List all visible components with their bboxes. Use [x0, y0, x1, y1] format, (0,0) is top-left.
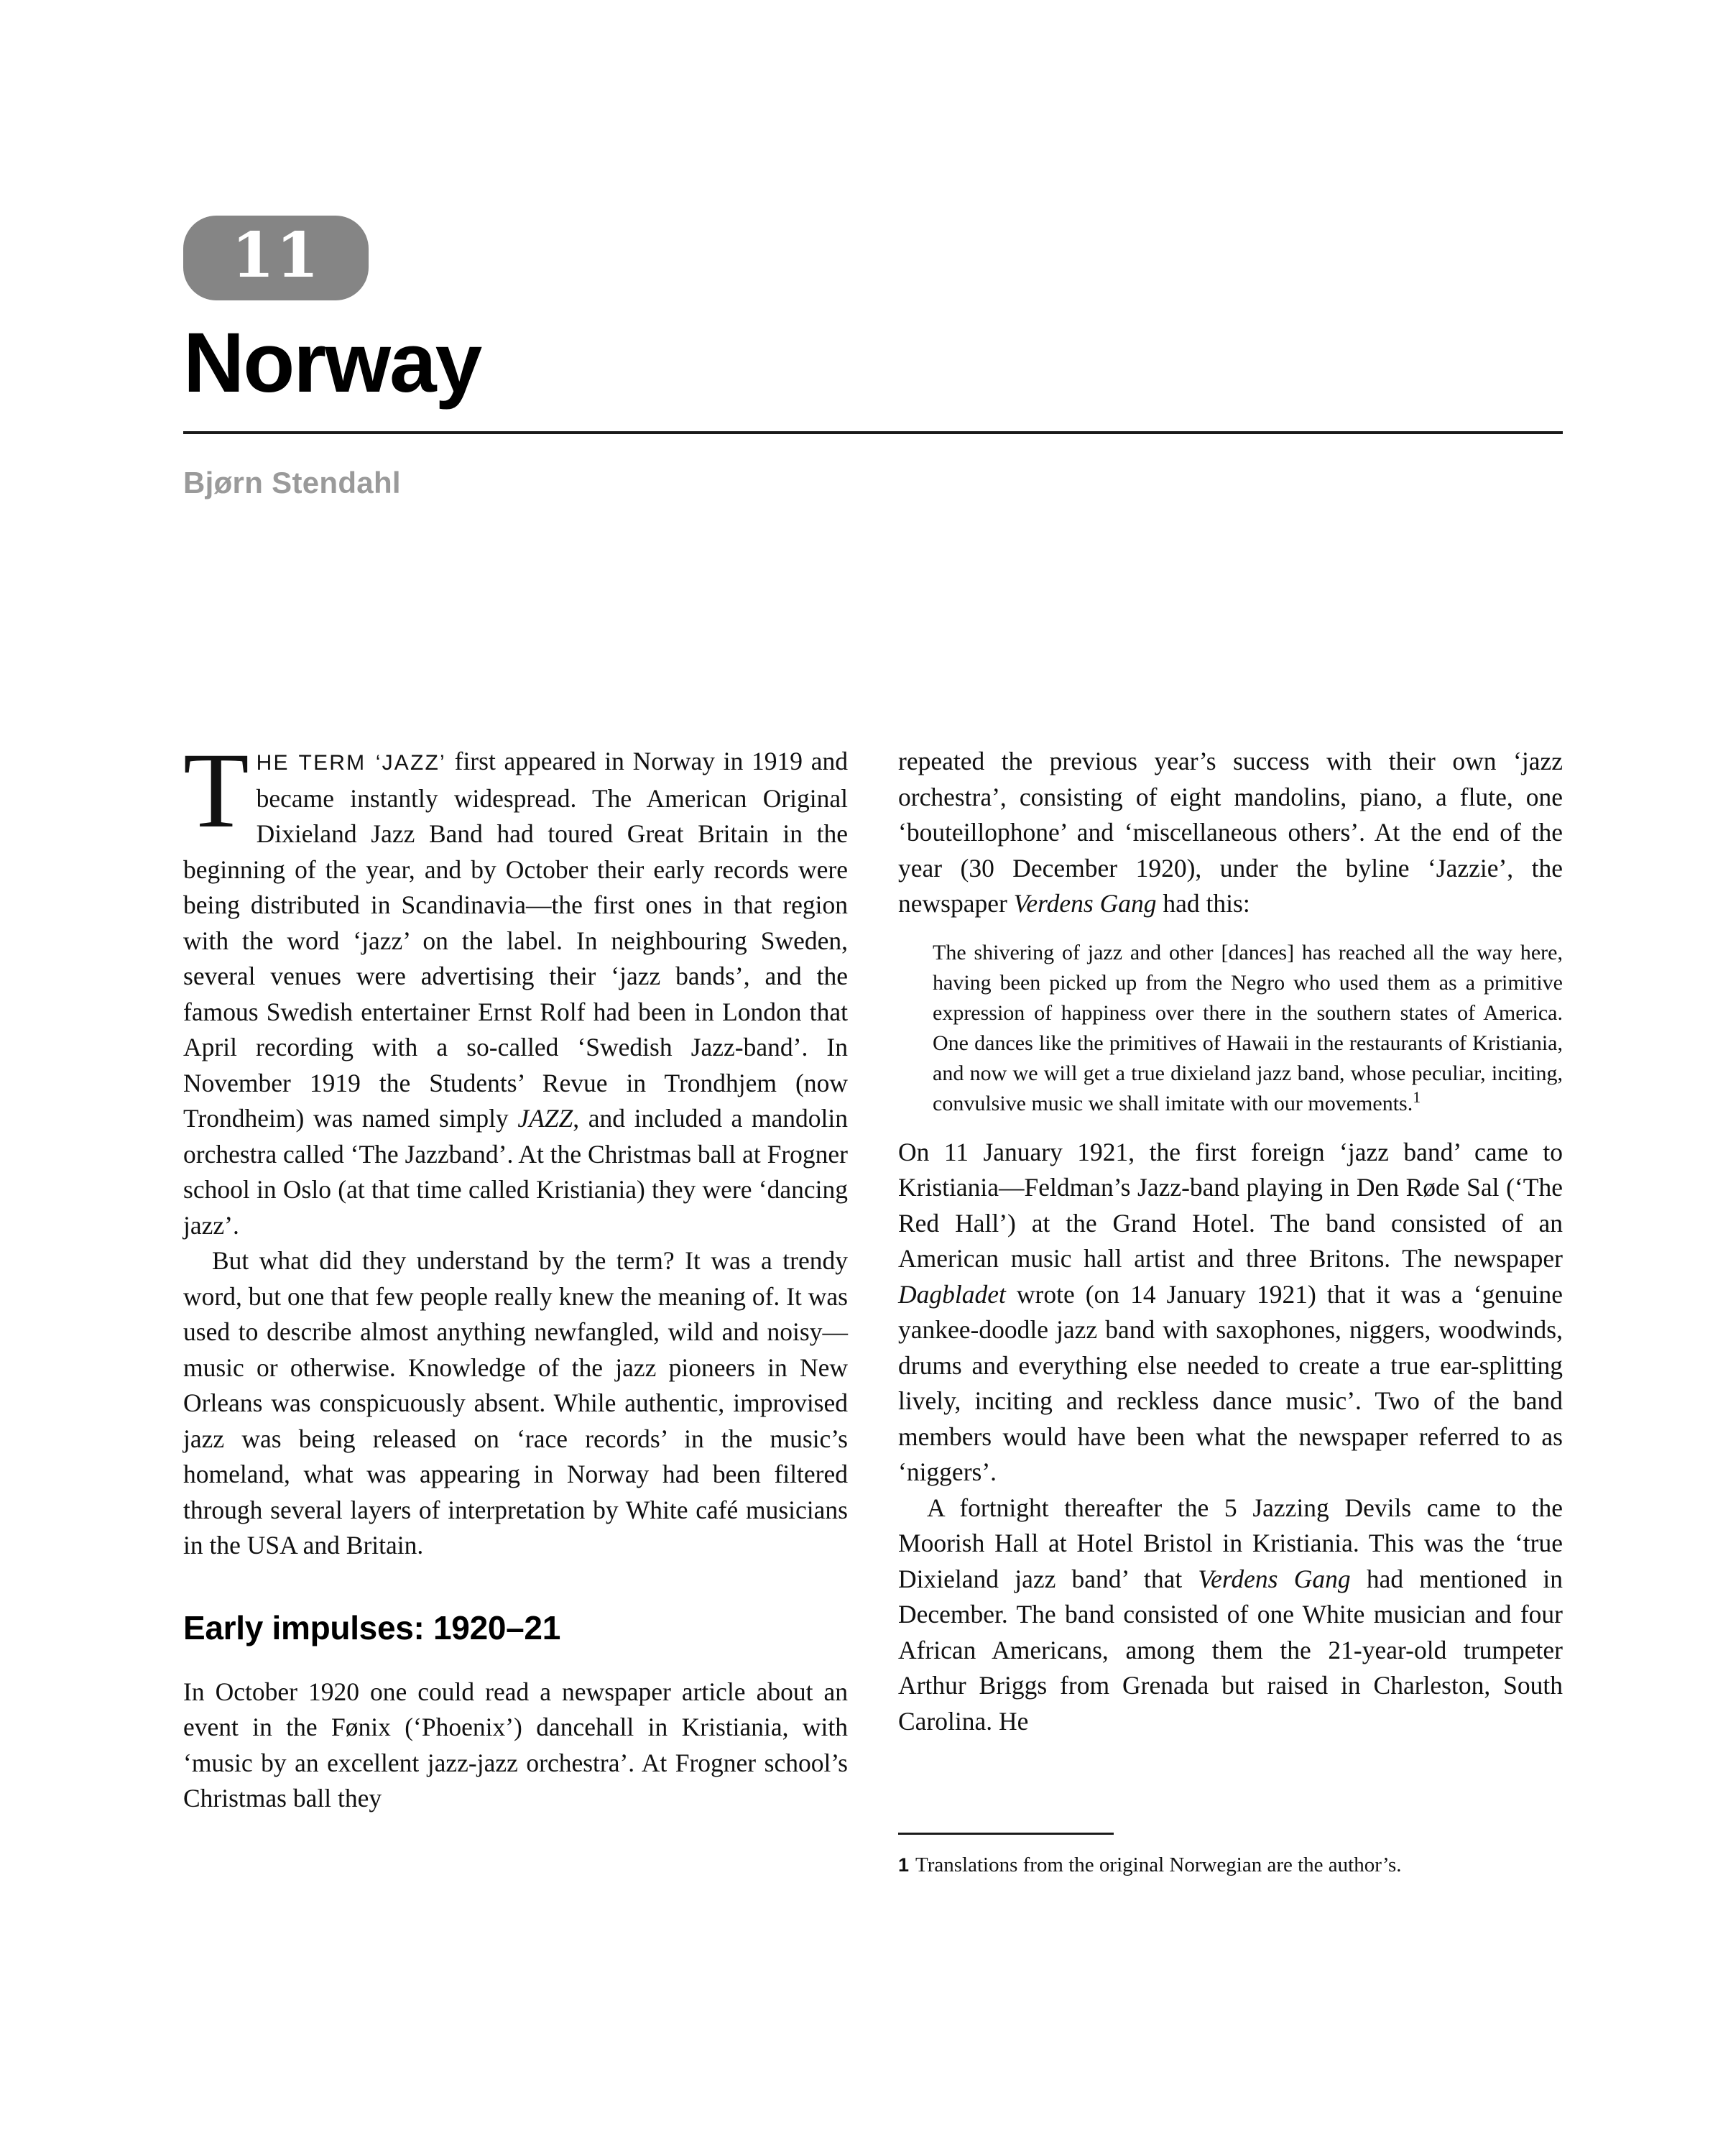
section-heading-early-impulses: Early impulses: 1920–21	[183, 1608, 560, 1646]
chapter-number-label: 11	[231, 219, 320, 292]
paragraph-feldmans-text-b: wrote (on 14 January 1921) that it was a ‘genuine yankee-doodle jazz band with saxophones, niggers, woodwinds, drums and everything else needed to create a true ear-splitting lively, inciting and reckless dance music’. Two of the band members would have been what the newspaper referred to as ‘niggers’.	[898, 1279, 1563, 1486]
drop-cap: T	[183, 731, 249, 850]
blockquote-text: The shivering of jazz and other [dances] has reached all the way here, having been picked up from the Negro who used them as a primitive expression of happiness over there in the southern states of America. One dances like the primitives of Hawaii in the restaurants of Kristiania, and now we will get a true dixieland jazz band, whose peculiar, inciting, convulsive music we shall imitate with our movements.	[933, 940, 1563, 1115]
paragraph-opening	[183, 731, 848, 1243]
footnote-item	[898, 1851, 1563, 1879]
newspaper-dagbladet: Dagbladet	[898, 1279, 1006, 1309]
article-body	[183, 731, 1563, 1879]
paragraph-jazzing-devils-text-a: A fortnight thereafter the 5 Jazzing Devils came to the Moorish Hall at Hotel Bristol in Kristiania. This was the ‘true Dixieland jazz band’ that	[898, 1493, 1563, 1593]
newspaper-verdens-gang-2: Verdens Gang	[1198, 1564, 1351, 1593]
newspaper-verdens-gang: Verdens Gang	[1013, 889, 1157, 918]
paragraph-feldmans-jazz-band	[898, 1135, 1563, 1491]
opening-small-caps: HE TERM ‘JAZZ’	[256, 751, 446, 775]
footnote-divider	[898, 1833, 1114, 1835]
paragraph-jazz-orchestra-text-b: had this:	[1156, 889, 1250, 918]
paragraph-opening-text-b: , and included a mandolin orchestra called ‘The Jazzband’. At the Christmas ball at Frogner school in Oslo (at that time called Kristiania) they were ‘dancing jazz’.	[183, 1104, 848, 1240]
header-divider	[183, 431, 1563, 434]
blockquote-verdens-gang	[933, 938, 1563, 1119]
footnote-reference-1[interactable]: 1	[1413, 1087, 1421, 1106]
title-jazz-revue: JAZZ	[517, 1104, 573, 1133]
chapter-number-badge	[183, 216, 369, 300]
footnote-text: Translations from the original Norwegian are the author’s.	[915, 1853, 1402, 1876]
author-byline: Bjørn Stendahl	[183, 465, 401, 499]
paragraph-jazz-orchestra	[898, 744, 1563, 922]
paragraph-october-1920: In October 1920 one could read a newspaper article about an event in the Fønix (‘Phoenix’) dancehall in Kristiania, with ‘music by an excellent jazz-jazz orchestra’. At Frogner school’s Christmas ball they	[183, 1677, 848, 1812]
footnote-number: 1	[898, 1854, 910, 1876]
paragraph-opening-text-a: first appeared in Norway in 1919 and became instantly widespread. The American Original Dixieland Jazz Band had toured Great Britain in the beginning of the year, and by October their early records were being distributed in Scandinavia—the first ones in that region with the word ‘jazz’ on the label. In neighbouring Sweden, several venues were advertising their ‘jazz bands’, and the famous Swedish entertainer Ernst Rolf had been in London that April recording with a so-called ‘Swedish Jazz-band’. In November 1919 the Students’ Revue in Trondhjem (now Trondheim) was named simply	[183, 747, 848, 1133]
page-title: Norway	[183, 315, 481, 410]
paragraph-jazz-orchestra-text-a: repeated the previous year’s success with their own ‘jazz orchestra’, consisting of eight mandolins, piano, a flute, one ‘bouteillophone’ and ‘miscellaneous others’. At the end of the year (30 December 1920), under the byline ‘Jazzie’, the newspaper	[898, 747, 1563, 918]
chapter-header	[183, 216, 1563, 500]
footnote-block	[898, 1833, 1563, 1879]
column-right	[898, 744, 1563, 1879]
paragraph-feldmans-text-a: On 11 January 1921, the first foreign ‘jazz band’ came to Kristiania—Feldman’s Jazz-band playing in Den Røde Sal (‘The Red Hall’) at the Grand Hotel. The band consisted of an American music hall artist and three Britons. The newspaper	[898, 1137, 1563, 1273]
paragraph-term-meaning: But what did they understand by the term? It was a trendy word, but one that few people really knew the meaning of. It was used to describe almost anything newfangled, wild and noisy—music or otherwise. Knowledge of the jazz pioneers in New Orleans was conspicuously absent. While authentic, improvised jazz was being released on ‘race records’ in the music’s homeland, what was appearing in Norway had been filtered through several layers of interpretation by White café musicians in the USA and Britain.	[183, 1246, 848, 1560]
paragraph-jazzing-devils	[898, 1491, 1563, 1740]
column-left	[183, 731, 848, 1879]
paragraph-jazzing-devils-text-b: had mentioned in December. The band consisted of one White musician and four African Americans, among them the 21-year-old trumpeter Arthur Briggs from Grenada but raised in Charleston, South Carolina. He	[898, 1564, 1563, 1736]
